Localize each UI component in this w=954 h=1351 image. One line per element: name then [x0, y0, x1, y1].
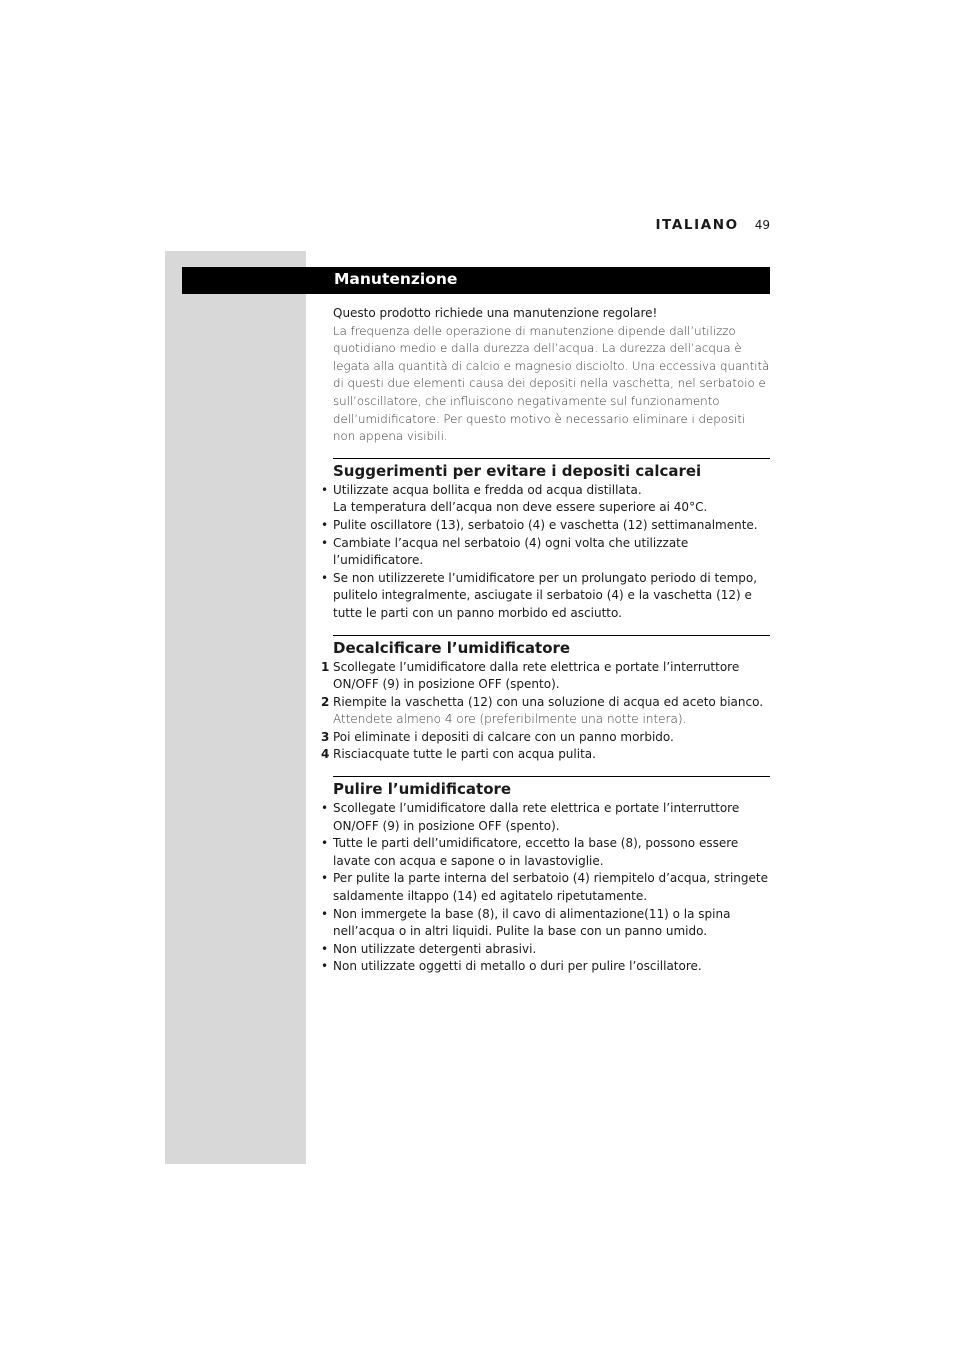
list-item: [321, 570, 770, 623]
list-item-text: Per pulite la parte interna del serbatoio (4) riempitelo d’acqua, stringete saldamente iltappo (14) ed agitatelo ripetutamente.: [333, 871, 768, 904]
list-item-text: Non utilizzate oggetti di metallo o duri per pulire l’oscillatore.: [333, 959, 702, 974]
list-item: [321, 835, 770, 870]
bullet-marker: •: [321, 482, 329, 497]
list-item: [321, 870, 770, 905]
cleaning-list: [321, 800, 770, 976]
list-item-text: Non immergete la base (8), il cavo di alimentazione(11) o la spina nell’acqua o in altri liquidi. Pulite la base con un panno umido.: [333, 906, 731, 939]
bullet-marker: •: [321, 801, 329, 816]
step-number: 2: [321, 694, 330, 709]
bullet-marker: •: [321, 517, 329, 532]
step-text: Poi eliminate i depositi di calcare con un panno morbido.: [333, 729, 674, 744]
list-item-subtext: La temperatura dell’acqua non deve essere superiore ai 40°C.: [333, 500, 708, 515]
list-item: [321, 941, 770, 959]
intro: [333, 305, 770, 446]
page-title: Manutenzione: [334, 270, 458, 288]
intro-lead: Questo prodotto richiede una manutenzione regolare!: [333, 306, 658, 320]
list-item: [321, 535, 770, 570]
step-text: Riempite la vaschetta (12) con una soluzione di acqua ed aceto bianco.: [333, 694, 764, 709]
step-item: [321, 746, 770, 764]
list-item-text: Pulite oscillatore (13), serbatoio (4) e vaschetta (12) settimanalmente.: [333, 517, 758, 532]
step-number: 4: [321, 747, 330, 762]
step-item: [321, 659, 770, 694]
list-item: [321, 958, 770, 976]
section-heading: Pulire l’umidificatore: [333, 780, 512, 799]
bullet-marker: •: [321, 959, 329, 974]
list-item: [321, 906, 770, 941]
intro-body: La frequenza delle operazione di manutenzione dipende dall’utilizzo quotidiano medio e dalla durezza dell’acqua. La durezza dell’acqua è legata alla quantità di calcio e magnesio disciolto. Una eccessiva quantità di questi due elementi causa dei depositi nella vaschetta, nel serbatoio e sull’oscillatore, che influiscono negativamente sul funzionamento dell’umidificatore. Per questo motivo è necessario eliminare i depositi non appena visibili.: [333, 323, 770, 444]
bullet-marker: •: [321, 871, 329, 886]
title-bar: [182, 267, 770, 294]
step-note: Attendete almeno 4 ore (preferibilmente una notte intera).: [333, 712, 687, 727]
list-item-text: Tutte le parti dell’umidificatore, eccetto la base (8), possono essere lavate con acqua e sapone o in lavastoviglie.: [333, 836, 739, 868]
section-heading: Decalcificare l’umidificatore: [333, 638, 571, 657]
page-number: 49: [754, 218, 770, 232]
list-item: [321, 482, 770, 517]
margin-band: [165, 251, 306, 1164]
section-heading: Suggerimenti per evitare i depositi calcarei: [333, 461, 702, 480]
bullet-marker: •: [321, 941, 329, 956]
tips-list: [321, 482, 770, 623]
list-item-text: Cambiate l’acqua nel serbatoio (4) ogni volta che utilizzate l’umidificatore.: [333, 535, 689, 568]
step-text: Scollegate l’umidificatore dalla rete elettrica e portate l’interruttore ON/OFF (9) in posizione OFF (spento).: [333, 659, 740, 692]
bullet-marker: •: [321, 836, 329, 851]
bullet-marker: •: [321, 906, 329, 921]
page-header: [655, 217, 770, 233]
list-item: [321, 800, 770, 835]
step-text: Risciacquate tutte le parti con acqua pulita.: [333, 747, 596, 762]
bullet-marker: •: [321, 535, 329, 550]
bullet-marker: •: [321, 570, 329, 585]
list-item-text: Non utilizzate detergenti abrasivi.: [333, 941, 537, 956]
list-item-text: Utilizzate acqua bollita e fredda od acqua distillata.: [333, 482, 642, 497]
step-item: [321, 694, 770, 729]
section-tips: [321, 458, 770, 623]
content: [321, 305, 770, 976]
step-number: 3: [321, 729, 330, 744]
step-number: 1: [321, 659, 330, 674]
steps-list: [321, 659, 770, 765]
step-item: [321, 729, 770, 747]
section-descaling: [321, 635, 770, 765]
list-item-text: Se non utilizzerete l’umidificatore per un prolungato periodo di tempo, pulitelo integralmente, asciugate il serbatoio (4) e la vaschetta (12) e tutte le parti con un panno morbido ed asciutto.: [333, 570, 758, 620]
section-cleaning: [321, 776, 770, 976]
list-item-text: Scollegate l’umidificatore dalla rete elettrica e portate l’interruttore ON/OFF (9) in posizione OFF (spento).: [333, 801, 740, 833]
list-item: [321, 517, 770, 535]
language-label: ITALIANO: [655, 217, 739, 233]
